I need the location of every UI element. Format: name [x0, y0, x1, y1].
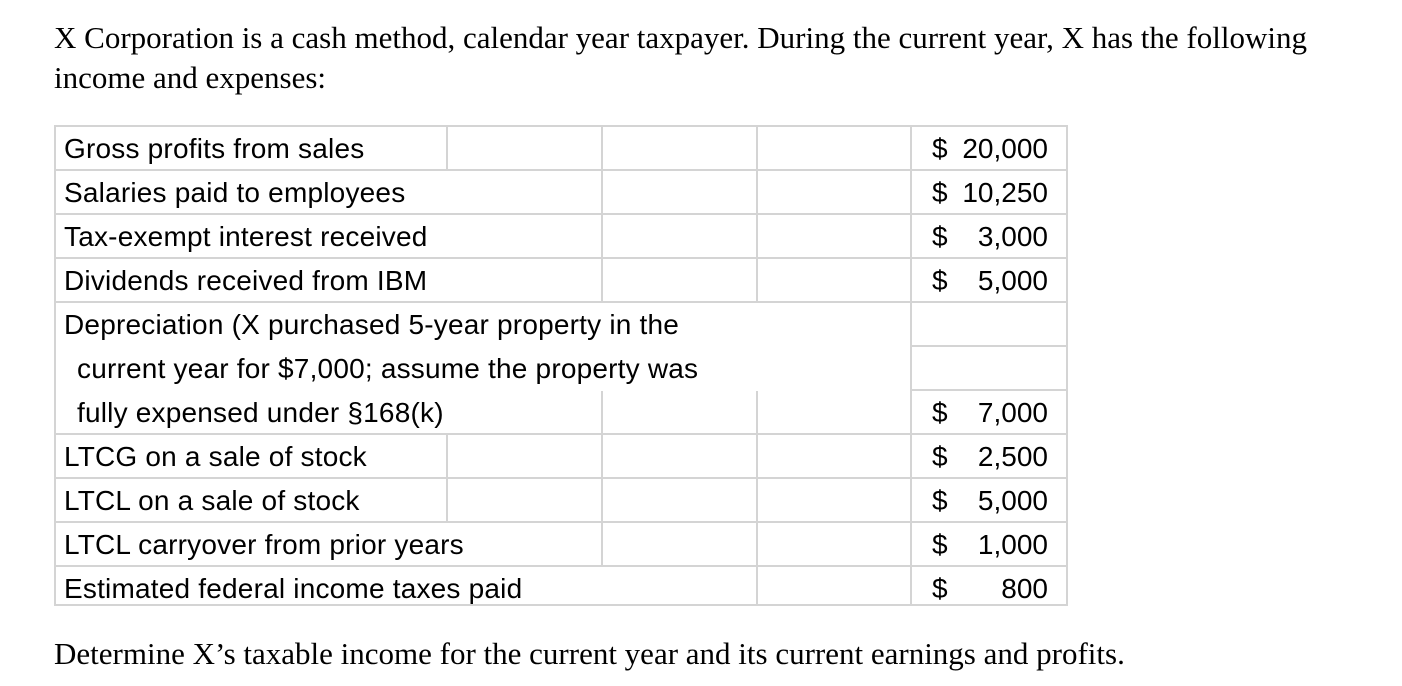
row-label-estimated-taxes: Estimated federal income taxes paid: [64, 573, 523, 604]
col-divider: [601, 171, 603, 213]
col-divider: [756, 435, 758, 477]
row-label-salaries: Salaries paid to employees: [64, 177, 406, 208]
row-label-ltcl-carryover: LTCL carryover from prior years: [64, 529, 464, 560]
currency-symbol: $: [932, 133, 948, 164]
question-paragraph: Determine X’s taxable income for the current year and its current earnings and profits.: [54, 636, 1125, 671]
col-divider: [756, 523, 758, 565]
intro-paragraph: X Corporation is a cash method, calendar year taxpayer. During the current year, X has the following income and expenses:: [54, 20, 1307, 95]
row-amount: 7,000: [977, 397, 1048, 428]
col-divider: [446, 479, 448, 521]
row-amount: 10,250: [962, 177, 1048, 208]
currency-symbol: $: [932, 221, 948, 252]
row-divider: [912, 345, 1066, 347]
col-divider: [601, 215, 603, 257]
row-amount: 20,000: [962, 133, 1048, 164]
currency-symbol: $: [932, 177, 948, 208]
row-amount: 1,000: [977, 529, 1048, 560]
row-amount: 2,500: [977, 441, 1048, 472]
row-label-ltcg: LTCG on a sale of stock: [64, 441, 367, 472]
col-divider: [756, 127, 758, 169]
income-expense-table: [54, 125, 1068, 606]
currency-symbol: $: [932, 529, 948, 560]
currency-symbol: $: [932, 573, 948, 604]
row-label-dividends: Dividends received from IBM: [64, 265, 428, 296]
col-divider: [910, 127, 912, 604]
row-label-depreciation-line2: current year for $7,000; assume the property was: [77, 353, 699, 384]
row-label-depreciation-line3: fully expensed under §168(k): [77, 397, 444, 428]
currency-symbol: $: [932, 397, 948, 428]
currency-symbol: $: [932, 485, 948, 516]
col-divider: [756, 215, 758, 257]
col-divider: [756, 479, 758, 521]
row-label-ltcl: LTCL on a sale of stock: [64, 485, 360, 516]
col-divider: [601, 127, 603, 169]
row-label-tax-exempt-interest: Tax-exempt interest received: [64, 221, 428, 252]
col-divider: [601, 479, 603, 521]
row-label-depreciation-line1: Depreciation (X purchased 5-year property in the: [64, 309, 680, 340]
col-divider: [446, 435, 448, 477]
row-amount: 3,000: [977, 221, 1048, 252]
col-divider: [601, 523, 603, 565]
currency-symbol: $: [932, 265, 948, 296]
col-divider: [601, 391, 603, 433]
col-divider: [756, 259, 758, 301]
row-amount: 5,000: [977, 265, 1048, 296]
col-divider: [601, 435, 603, 477]
col-divider: [756, 391, 758, 433]
currency-symbol: $: [932, 441, 948, 472]
col-divider: [446, 127, 448, 169]
row-amount: 5,000: [977, 485, 1048, 516]
row-label-gross-profits: Gross profits from sales: [64, 133, 365, 164]
col-divider: [756, 567, 758, 604]
col-divider: [601, 259, 603, 301]
col-divider: [756, 171, 758, 213]
row-amount: 800: [1001, 573, 1048, 604]
